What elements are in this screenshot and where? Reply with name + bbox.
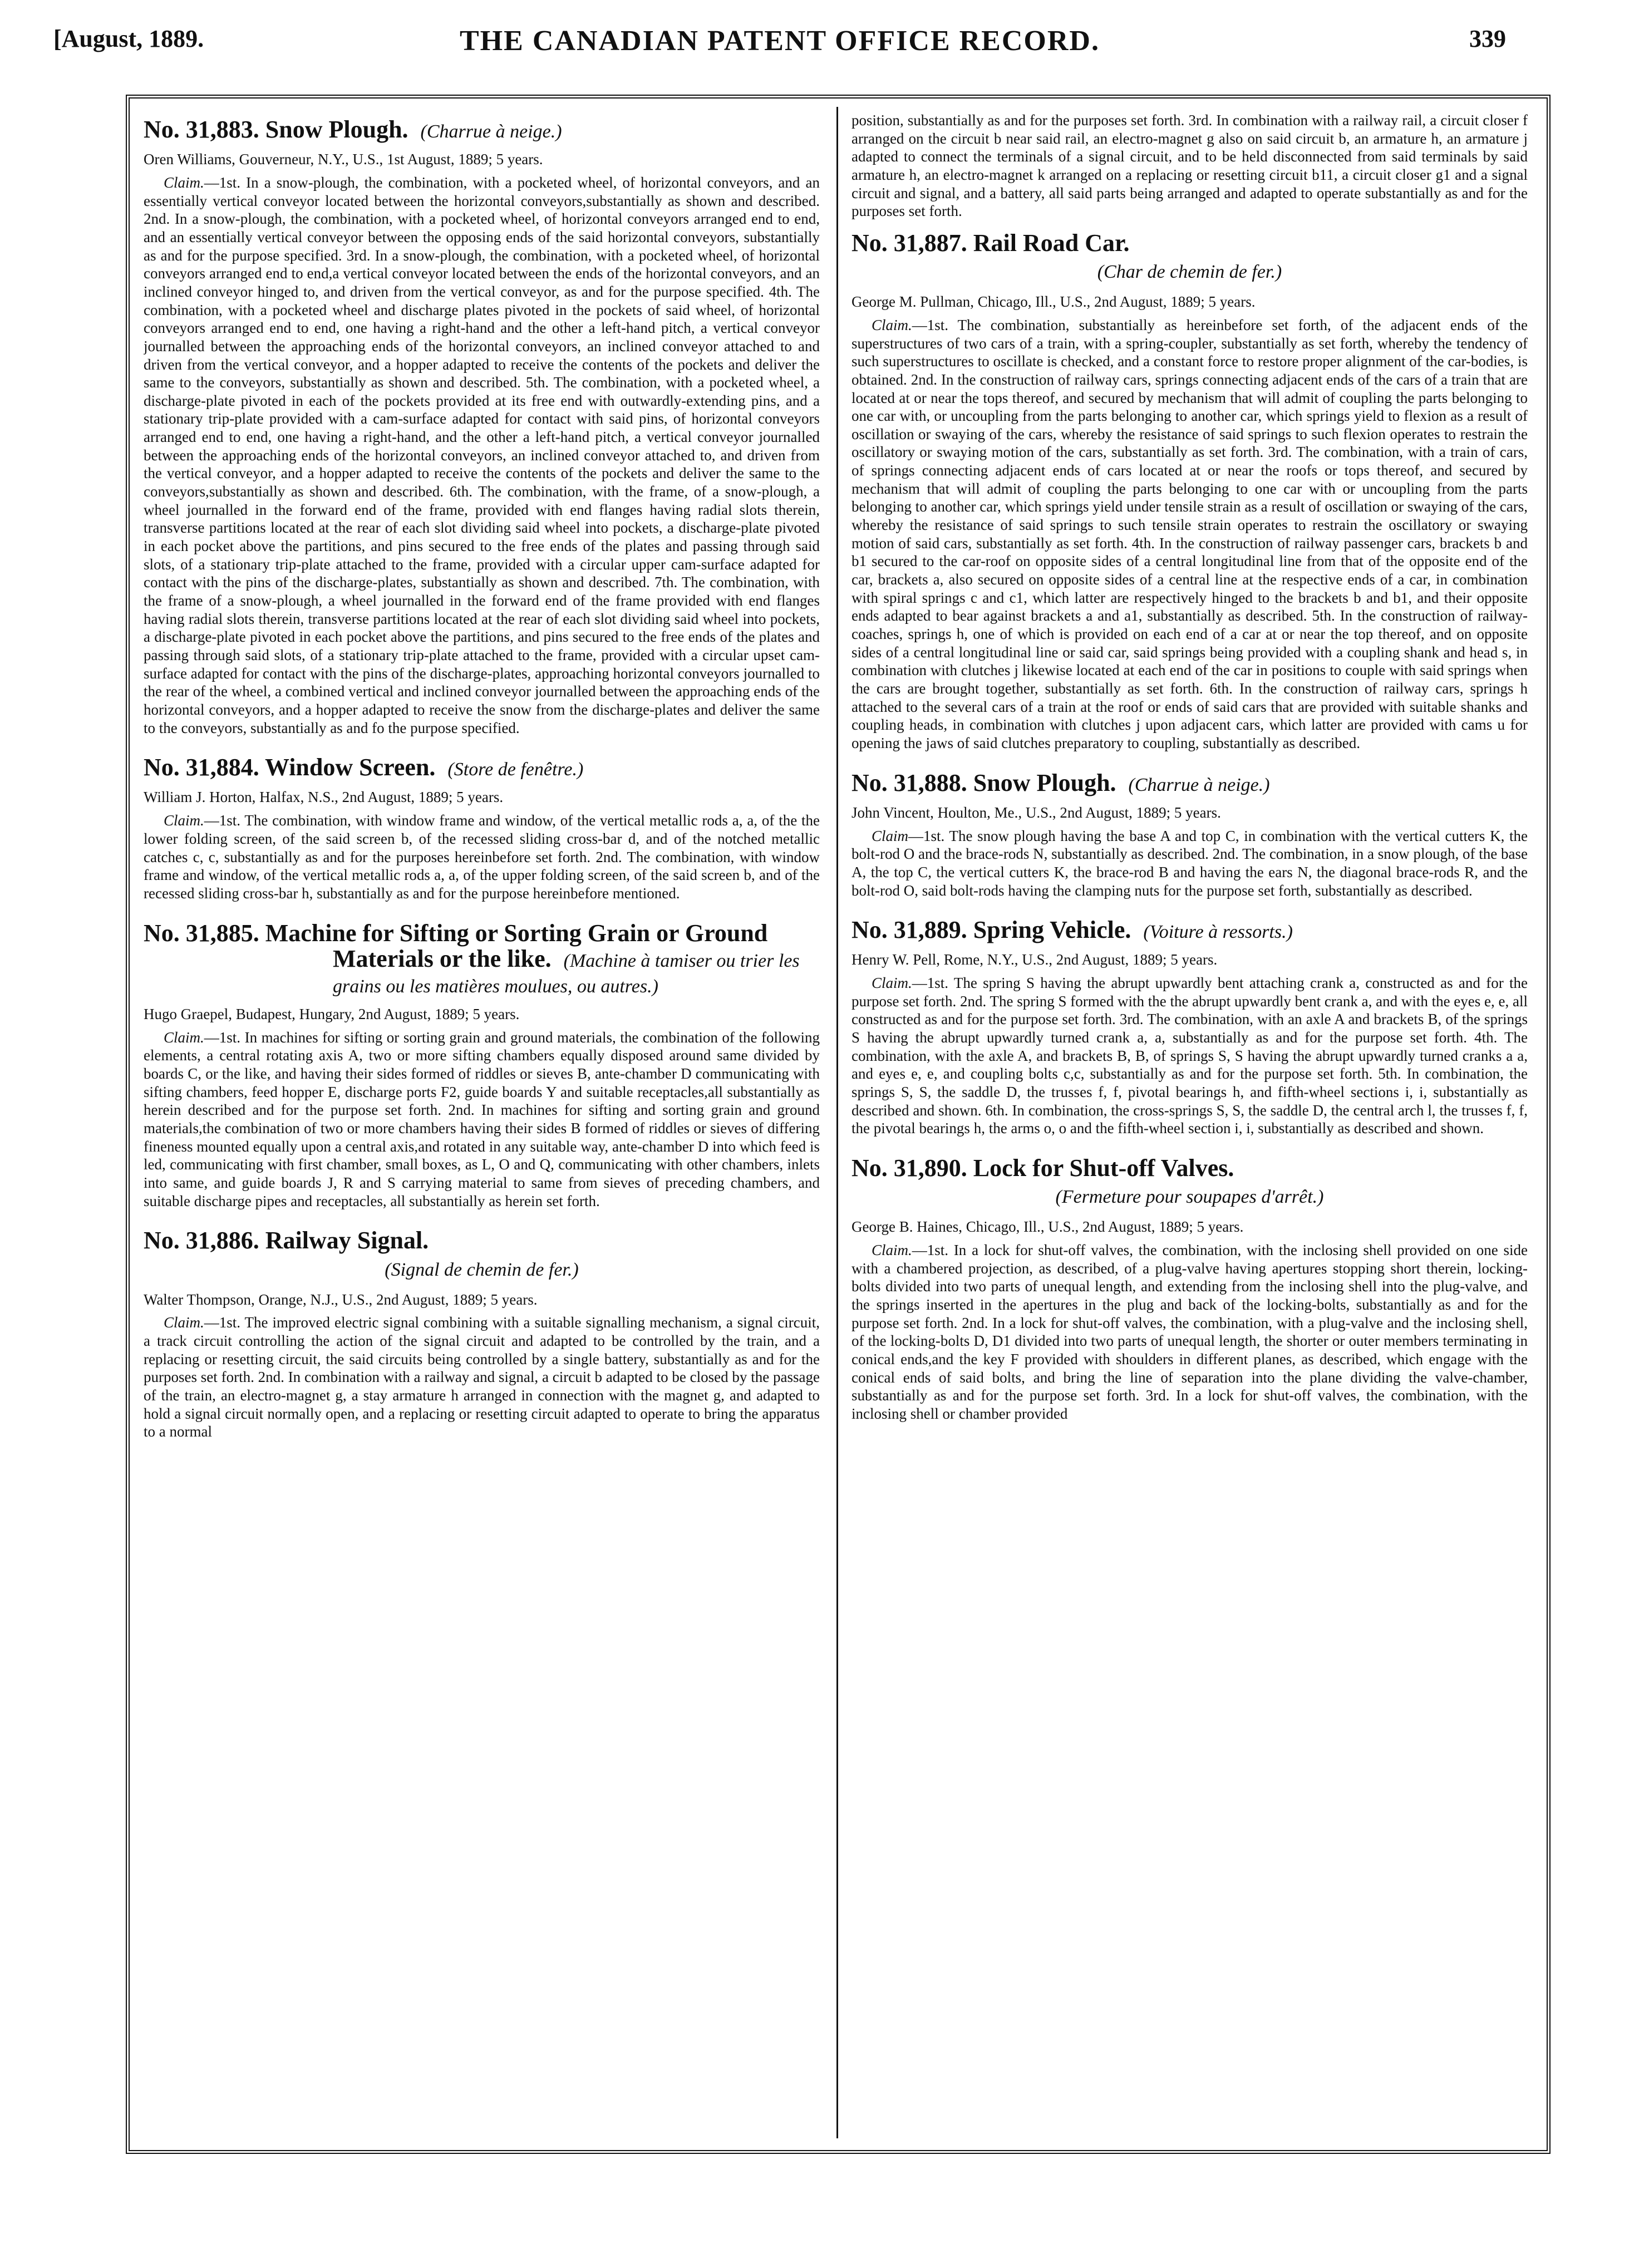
claim-label: Claim. bbox=[872, 975, 912, 992]
patent-number: No. 31,890. bbox=[851, 1154, 967, 1182]
patent-number: No. 31,883. bbox=[144, 116, 259, 143]
patent-number: No. 31,889. bbox=[851, 916, 967, 944]
patent-number: No. 31,884. bbox=[144, 754, 259, 781]
claim-label: Claim. bbox=[872, 1241, 912, 1258]
claim-text: —1st. The combination, substantially as hereinbefore set forth, of the adjacent ends of the superstructures of two cars of a train, with a spring-coupler, substantially as set forth, whereby the tendency of such superstructures to oscillate is checked, and a constant force to restore proper alignment of the car-bodies, is obtained. 2nd. In the construction of railway cars, springs connecting adjacent ends of the cars of a train that are located at or near the tops thereof, and secured by mechanism that will admit of coupling the parts belonging to one car with, or uncoupling from the parts belonging to another car, which springs yield to flexion as a result of oscillation or swaying of the cars, whereby the resistance of said springs to such flexion operates to restrain the oscillatory or swaying motion of the cars, substantially as set forth. 3rd. The combination, with a train of cars, of springs connecting adjacent ends of cars located at or near the roofs or tops thereof, and secured by mechanism that will admit of coupling the parts belonging to one car with or uncoupling from the parts belonging to another car, which springs yield under tensile strain as a result of oscillation or swaying of the cars, whereby the resistance of said springs to such tensile strain operates to restrain the oscillatory or swaying motion of said cars, substantially as set forth. 4th. In the construction of railway passenger cars, brackets b and b1 secured to the car-roof on opposite sides of a central longitudinal line from that of the opposite end of the car, brackets a, also secured on opposite sides of a central line at the respective ends of a car, in combination with spiral springs c and c1, which latter are respectively hinged to the brackets b and b1, and their opposite ends adapted to bear against brackets a and a1, substantially as described. 5th. In the construction of railway-coaches, springs h, one of which is provided on each end of a car at or near the top thereof, and on opposite sides of a central longitudinal line or said car, said springs being provided with a coupling shank and head s, in combination with clutches j likewise located at each end of the car in positions to couple with said springs when the cars are brought together, substantially as set forth. 6th. In the construction of railway cars, springs h attached to the several cars of a train at the roof or ends of said cars that are provided with suitable shanks and coupling heads, in combination with clutches j upon adjacent cars, which latter are provided with cams u for opening the jaws of said clutches preparatory to coupling, substantially as described. bbox=[851, 316, 1528, 751]
patent-title: Spring Vehicle. bbox=[973, 916, 1131, 944]
patent-heading bbox=[851, 917, 1528, 943]
claim-label: Claim. bbox=[164, 812, 204, 829]
patent-grantee: George B. Haines, Chicago, Ill., U.S., 2nd August, 1889; 5 years. bbox=[851, 1218, 1244, 1236]
patent-heading bbox=[144, 755, 820, 780]
patent-31885 bbox=[144, 921, 820, 1211]
claim-label: Claim. bbox=[164, 1029, 204, 1046]
patent-title: Window Screen. bbox=[265, 754, 436, 781]
patent-heading bbox=[851, 1155, 1528, 1181]
patent-grantee: George M. Pullman, Chicago, Ill., U.S., 2nd August, 1889; 5 years. bbox=[851, 293, 1256, 311]
patent-french-title: (Signal de chemin de fer.) bbox=[385, 1259, 579, 1280]
patent-claim bbox=[851, 1241, 1528, 1423]
patent-claim bbox=[144, 174, 820, 737]
claim-text: —1st. The combination, with window frame and window, of the vertical metallic rods a, a, of the the lower folding screen, of the said screen b, of the recessed sliding cross-bar d, and of the notched metallic catches c, c, substantially as and for the purposes hereinbefore set forth. 2nd. The combination, with window frame and window, of the vertical metallic rods a, a, of the upper folding screen, of the said screen b, and of the recessed sliding cross-bar h, substantially as and for the purpose hereinbefore mentioned. bbox=[144, 812, 820, 902]
claim-label: Claim. bbox=[164, 1314, 204, 1331]
claim-text: —1st. The snow plough having the base A and top C, in combination with the vertical cutters K, the bolt-rod O and the brace-rods N, substantially as described. 2nd. The combination, in a snow plough, of the base A, the top C, the vertical cutters K, the brace-rod B and having the ears N, the diagonal brace-rods R, and the bolt-rod O, said bolt-rods having the clamping nuts for the purpose set forth, substantially as described. bbox=[851, 827, 1528, 899]
patent-claim bbox=[144, 811, 820, 902]
patent-claim bbox=[851, 827, 1528, 900]
patent-french-title: (Store de fenêtre.) bbox=[447, 759, 584, 780]
patent-heading bbox=[144, 117, 820, 142]
patent-31888 bbox=[851, 770, 1528, 900]
patent-french-title: (Charrue à neige.) bbox=[1128, 774, 1270, 795]
patent-french-title: (Char de chemin de fer.) bbox=[1097, 262, 1282, 283]
patent-heading bbox=[144, 1228, 820, 1253]
claim-text: —1st. In a lock for shut-off valves, the combination, with the inclosing shell provided on one side with a chambered projection, as described, of a plug-valve having apertures stopping short therein, locking-bolts divided into two parts of unequal length, and extending from the inclosing shell into the plug-valve, and the springs inserted in the apertures in the plug and back of the locking-bolts, substantially as and for the purpose set forth. 2nd. In a lock for shut-off valves, the combination, with a plug-valve and the inclosing shell, of the locking-bolts D, D1 divided into two parts of unequal length, the shorter or outer members terminating in conical ends,and the key F provided with shoulders in different planes, as described, which engage with the conical ends of said bolts, and bring the line of separation into the plane dividing the valve-chamber, substantially as and for the purpose set forth. 3rd. In a lock for shut-off valves, the combination, with the inclosing shell or chamber provided bbox=[851, 1241, 1528, 1422]
patent-claim bbox=[144, 1313, 820, 1441]
patent-grantee: William J. Horton, Halfax, N.S., 2nd August, 1889; 5 years. bbox=[144, 789, 504, 806]
patent-heading bbox=[144, 921, 820, 998]
patent-heading bbox=[851, 230, 1528, 256]
claim-text: —1st. The improved electric signal combining with a suitable signalling mechanism, a signal circuit, a track circuit controlling the action of the signal circuit and adapted to be controlled by the train, and a replacing or resetting circuit, the said circuits being controlled by a single battery, substantially as and for the purposes set forth. 2nd. In combination with a railway and signal, a circuit b adapted to be closed by the passage of the train, an electro-magnet g, a stay armature h arranged in connection with the magnet g, and adapted to hold a signal circuit normally open, and a replacing or resetting circuit adapted to operate to bring the apparatus to a normal bbox=[144, 1314, 820, 1440]
column-divider bbox=[836, 107, 838, 2138]
patent-claim bbox=[851, 316, 1528, 752]
publication-title: THE CANADIAN PATENT OFFICE RECORD. bbox=[460, 25, 1100, 57]
patent-31883 bbox=[144, 117, 820, 737]
patent-grantee: John Vincent, Houlton, Me., U.S., 2nd August, 1889; 5 years. bbox=[851, 804, 1221, 821]
patent-number: No. 31,888. bbox=[851, 769, 967, 796]
patent-heading bbox=[851, 770, 1528, 796]
patent-31886-claim-continued: position, substantially as and for the purposes set forth. 3rd. In combination with a railway rail, a circuit closer f arranged on the circuit b near said rail, an electro-magnet g also on said circuit b, an armature h, an armature j adapted to connect the terminals of a signal circuit, and to be held disconnected from said terminals by said armature h, an electro-magnet k arranged on a replacing or resetting circuit b11, a circuit closer g1 and a signal circuit and signal, and a battery, all said parts being arranged and adapted to operate substantially as and for the purposes set forth. bbox=[851, 112, 1528, 220]
claim-label: Claim bbox=[872, 827, 909, 844]
claim-text: —1st. In a snow-plough, the combination, with a pocketed wheel, of horizontal conveyors, and an essentially vertical conveyor located between the horizontal conveyors,substantially as shown and described. 2nd. In a snow-plough, the combination, with a pocketed wheel, of horizontal conveyors arranged end to end, and an essentially vertical conveyor between the opposing ends of the said horizontal conveyors, substantially as and for the purpose specified. 3rd. In a snow-plough, the combination, with a pocketed wheel, of horizontal conveyors arranged end to end,a vertical conveyor located between the ends of the horizontal conveyors, and an inclined conveyor hinged to, and driven from the vertical conveyor, as and for the purpose specified. 4th. The combination, with a pocketed wheel and discharge plates pivoted in the pockets of said wheel, of horizontal conveyors arranged end to end, one having a right-hand and the other a left-hand pitch, a vertical conveyor journalled between the approaching ends of the horizontal conveyors, an inclined conveyor attached to and driven from the vertical conveyor, and a hopper adapted to receive the contents of the pockets and deliver the same to the conveyors, substantially as shown and described. 5th. The combination, with a pocketed wheel, a discharge-plate pivoted in each of the pockets provided at its free end with outwardly-extending pins, and a stationary trip-plate provided with a cam-surface adapted for contact with said pins, of horizontal conveyors arranged end to end, one having a right-hand, and the other a left-hand pitch, a vertical conveyor journalled between the approaching ends of the horizontal conveyors, an inclined conveyor attached to, and driven from the vertical conveyor, and a hopper adapted to receive the contents of the pockets and deliver the same to the conveyors,substantially as shown and described. 6th. The combination, with the frame, of a snow-plough, a wheel journalled in the forward end of the frame, provided with end flanges having radial slots therein, transverse partitions located at the rear of each slot dividing said wheel into pockets, a discharge-plate pivoted in each pocket above the partitions, and pins secured to the free ends of the plates and passing through said slots, of a stationary trip-plate attached to the frame, provided with a circular upper cam-surface adapted for contact with the pins of the discharge-plates, substantially as shown and described. 7th. The combination, with the frame of a snow-plough, a wheel journalled in the forward end of the frame provided with end flanges having radial slots therein, transverse partitions located at the rear of each slot dividing said wheel into pockets, a discharge-plate pivoted in each pocket above the partitions, and pins secured to the free ends of the plates and passing through said slots, of a stationary trip-plate attached to the frame, provided with a circular upset cam-surface adapted for contact with the pins of the discharge-plates, approaching horizontal conveyors journalled to the rear of the wheel, a combined vertical and inclined conveyor journalled between the approaching ends of the horizontal conveyors, and a hopper adapted to receive the snow from the discharge-plates and deliver the same to the conveyors, substantially as and fo the purpose specified. bbox=[144, 174, 820, 736]
patent-title: Snow Plough. bbox=[973, 769, 1116, 796]
claim-label: Claim. bbox=[872, 316, 912, 333]
page-header bbox=[53, 24, 1506, 63]
patent-french-title: (Voiture à ressorts.) bbox=[1143, 922, 1293, 943]
claim-label: Claim. bbox=[164, 174, 204, 191]
patent-31889 bbox=[851, 917, 1528, 1138]
patent-grantee: Hugo Graepel, Budapest, Hungary, 2nd August, 1889; 5 years. bbox=[144, 1006, 520, 1023]
patent-grantee: Oren Williams, Gouverneur, N.Y., U.S., 1st August, 1889; 5 years. bbox=[144, 151, 543, 168]
patent-title: Railway Signal. bbox=[265, 1227, 429, 1254]
patent-number: No. 31,886. bbox=[144, 1227, 259, 1254]
patent-claim bbox=[144, 1029, 820, 1211]
patent-31887 bbox=[851, 230, 1528, 752]
patent-grantee: Henry W. Pell, Rome, N.Y., U.S., 2nd August, 1889; 5 years. bbox=[851, 951, 1218, 968]
patent-title: Lock for Shut-off Valves. bbox=[973, 1154, 1234, 1182]
patent-31886 bbox=[144, 1228, 820, 1441]
right-column bbox=[851, 111, 1528, 2137]
patent-claim bbox=[851, 974, 1528, 1138]
page-number: 339 bbox=[1469, 25, 1506, 52]
patent-number: No. 31,887. bbox=[851, 229, 967, 257]
left-column bbox=[144, 111, 820, 2137]
patent-title: Rail Road Car. bbox=[973, 229, 1130, 257]
patent-french-title: (Fermeture pour soupapes d'arrêt.) bbox=[1055, 1187, 1324, 1208]
patent-french-title: (Machine à tamiser ou trier les grains ou les matières moulues, ou autres.) bbox=[333, 950, 800, 997]
patent-title: Snow Plough. bbox=[265, 116, 408, 143]
claim-text: —1st. The spring S having the abrupt upwardly bent attaching crank a, constructed as and for the purpose set forth. 2nd. The spring S formed with the the abrupt upwardly bent crank a, and with the eyes e, e, all constructed as and for the purpose set forth. 3rd. The combination, with an axle A and brackets B, of the springs S having the abrupt upwardly turned crank a, a, substantially as and for the purpose set forth. 4th. The combination, with the axle A, and brackets B, B, of springs S, S having the abrupt upwardly turned cranks a a, and eyes e, e, and coupling bolts c,c, substantially as and for the purpose set forth. 5th. In combination, the springs S, S, the saddle D, the trusses f, f, pivotal bearings h, and fifth-wheel sections i, i, substantially as described and shown. 6th. In combination, the cross-springs S, S, the saddle D, the central arch l, the trusses f, f, the pivotal bearings h, the arms o, o and the fifth-wheel section i, i, substantially as described and shown. bbox=[851, 975, 1528, 1137]
patent-grantee: Walter Thompson, Orange, N.J., U.S., 2nd August, 1889; 5 years. bbox=[144, 1291, 538, 1308]
issue-date: [August, 1889. bbox=[53, 25, 204, 52]
patent-31890 bbox=[851, 1155, 1528, 1423]
patent-31884 bbox=[144, 755, 820, 902]
patent-title: Machine for Sifting or Sorting Grain or Ground Materials or the like. bbox=[265, 919, 768, 972]
patent-number: No. 31,885. bbox=[144, 919, 259, 947]
patent-french-title: (Charrue à neige.) bbox=[420, 121, 562, 142]
claim-text: —1st. In machines for sifting or sorting grain and ground materials, the combination of the following elements, a central rotating axis A, two or more sifting chambers equally disposed around same divided by boards C, or the like, and having their sides formed of riddles or sieves B, ante-chamber D communicating with sifting chambers, feed hopper E, discharge ports F2, guide boards Y and suitable receptacles,all substantially as herein described and for the purpose set forth. 2nd. In machines for sifting and sorting grain and ground materials,the combination of two or more chambers having their sides B formed of riddles or sieves of differing fineness mounted equally upon a central axis,and rotated in any suitable way, ante-chamber D into which feed is led, communicating with first chamber, small boxes, as L, O and Q, communicating with other chambers, inlets into same, and guide boards J, R and S carrying material to same from sieves of preceding chambers, and suitable discharge pipes and receptacles, all substantially as herein set forth. bbox=[144, 1029, 820, 1209]
